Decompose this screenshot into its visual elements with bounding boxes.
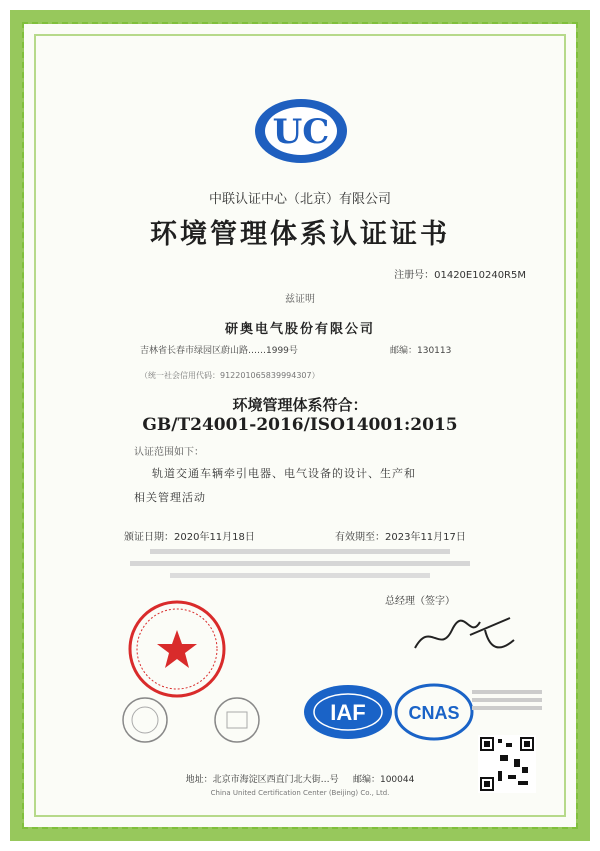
- signatory-label: 总经理（签字）: [385, 596, 455, 607]
- scope-label: 认证范围如下：: [134, 447, 204, 458]
- standard-code: GB/T24001-2016/ISO14001:2015: [142, 415, 458, 435]
- footer-english: China United Certification Center (Beijing) Co., Ltd.: [210, 789, 390, 797]
- company-address: 吉林省长春市绿园区蔚山路……1999号: [140, 346, 298, 356]
- footer-postcode-text: 邮编：100044: [352, 775, 415, 785]
- iaf-logo-icon: [302, 683, 394, 741]
- credit-code: （统一社会信用代码：912201065839994307）: [140, 371, 320, 380]
- accreditation-text: [472, 690, 542, 710]
- footer-address-text: 地址：北京市海淀区西直门北大街…号: [185, 775, 339, 785]
- company-name: 研奥电气股份有限公司: [224, 322, 375, 337]
- scope-text-line1: 轨道交通车辆牵引电器、电气设备的设计、生产和: [152, 467, 416, 480]
- scope-text-line2: 相关管理活动: [134, 491, 206, 504]
- svg-text:IAF: IAF: [330, 700, 366, 725]
- expiry-date: 有效期至：2023年11月17日: [335, 532, 466, 543]
- footer-address: [0, 772, 600, 785]
- red-seal-icon: [126, 598, 228, 700]
- registration-number: 注册号：01420E10240R5M: [394, 270, 526, 281]
- svg-text:UC: UC: [272, 112, 330, 152]
- fine-print-line: [120, 572, 480, 580]
- cnas-logo-icon: [394, 683, 474, 741]
- fine-print-line: [120, 548, 480, 556]
- company-postcode: 邮编：130113: [390, 346, 452, 356]
- uc-logo-icon: [253, 96, 349, 166]
- conformity-heading: 环境管理体系符合：: [232, 396, 368, 414]
- certificate-title: 环境管理体系认证证书: [150, 219, 450, 250]
- fine-print-line: [120, 560, 480, 568]
- issuer-name: 中联认证中心（北京）有限公司: [208, 192, 391, 207]
- certification-emblem-icon: [120, 695, 170, 745]
- signature-icon: [410, 610, 520, 660]
- certifies-label: 兹证明: [285, 294, 315, 305]
- certification-emblem-icon: [212, 695, 262, 745]
- issue-date: 颁证日期：2020年11月18日: [124, 532, 255, 543]
- svg-text:CNAS: CNAS: [408, 703, 460, 723]
